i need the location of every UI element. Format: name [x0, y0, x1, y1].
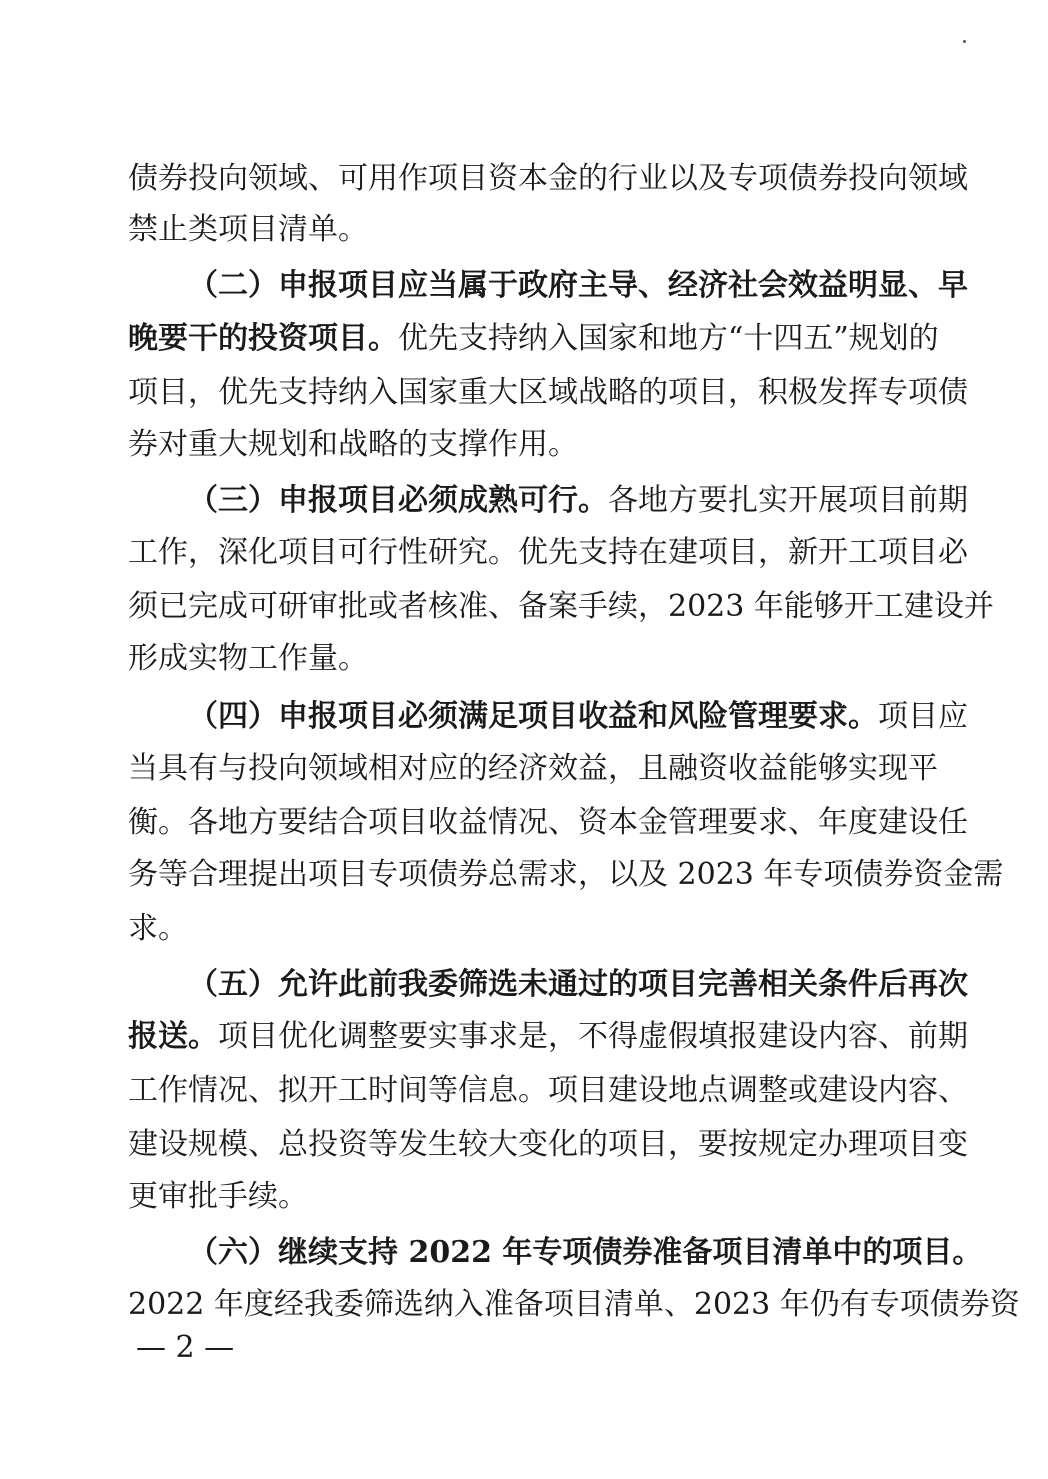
- text-line: 券对重大规划和战略的支撑作用。: [128, 427, 578, 462]
- section-heading-3: （三）申报项目必须成熟可行。各地方要扎实开展项目前期: [188, 483, 968, 518]
- section-heading-2: （二）申报项目应当属于政府主导、经济社会效益明显、早: [188, 268, 968, 303]
- section-heading-5: （五）允许此前我委筛选未通过的项目完善相关条件后再次: [188, 967, 968, 1002]
- text-line: 衡。各地方要结合项目收益情况、资本金管理要求、年度建设任: [128, 805, 968, 840]
- text-line: 形成实物工作量。: [128, 641, 368, 676]
- text-line: 工作，深化项目可行性研究。优先支持在建项目，新开工项目必: [128, 535, 968, 570]
- text-line: 求。: [128, 911, 188, 946]
- page-number: — 2 —: [136, 1330, 235, 1365]
- text-line: 工作情况、拟开工时间等信息。项目建设地点调整或建设内容、: [128, 1073, 968, 1108]
- text-line: 禁止类项目清单。: [128, 212, 368, 247]
- text-line: 建设规模、总投资等发生较大变化的项目，要按规定办理项目变: [128, 1127, 968, 1162]
- text-line: 更审批手续。: [128, 1179, 308, 1214]
- scan-speck: [963, 40, 966, 43]
- text-line: 须已完成可研审批或者核准、备案手续，2023 年能够开工建设并: [128, 589, 994, 624]
- text-line: 当具有与投向领域相对应的经济效益，且融资收益能够实现平: [128, 751, 938, 786]
- text-line: 务等合理提出项目专项债券总需求，以及 2023 年专项债券资金需: [128, 857, 1004, 892]
- text-line: 报送。项目优化调整要实事求是，不得虚假填报建设内容、前期: [128, 1019, 968, 1054]
- text-line: 债券投向领域、可用作项目资本金的行业以及专项债券投向领域: [128, 161, 968, 196]
- text-line: 项目，优先支持纳入国家重大区域战略的项目，积极发挥专项债: [128, 375, 968, 410]
- text-line: 晚要干的投资项目。优先支持纳入国家和地方“十四五”规划的: [128, 321, 939, 356]
- section-heading-6: （六）继续支持 2022 年专项债券准备项目清单中的项目。: [188, 1235, 983, 1270]
- text-line: 2022 年度经我委筛选纳入准备项目清单、2023 年仍有专项债券资: [128, 1287, 1020, 1322]
- section-heading-4: （四）申报项目必须满足项目收益和风险管理要求。项目应: [188, 699, 968, 734]
